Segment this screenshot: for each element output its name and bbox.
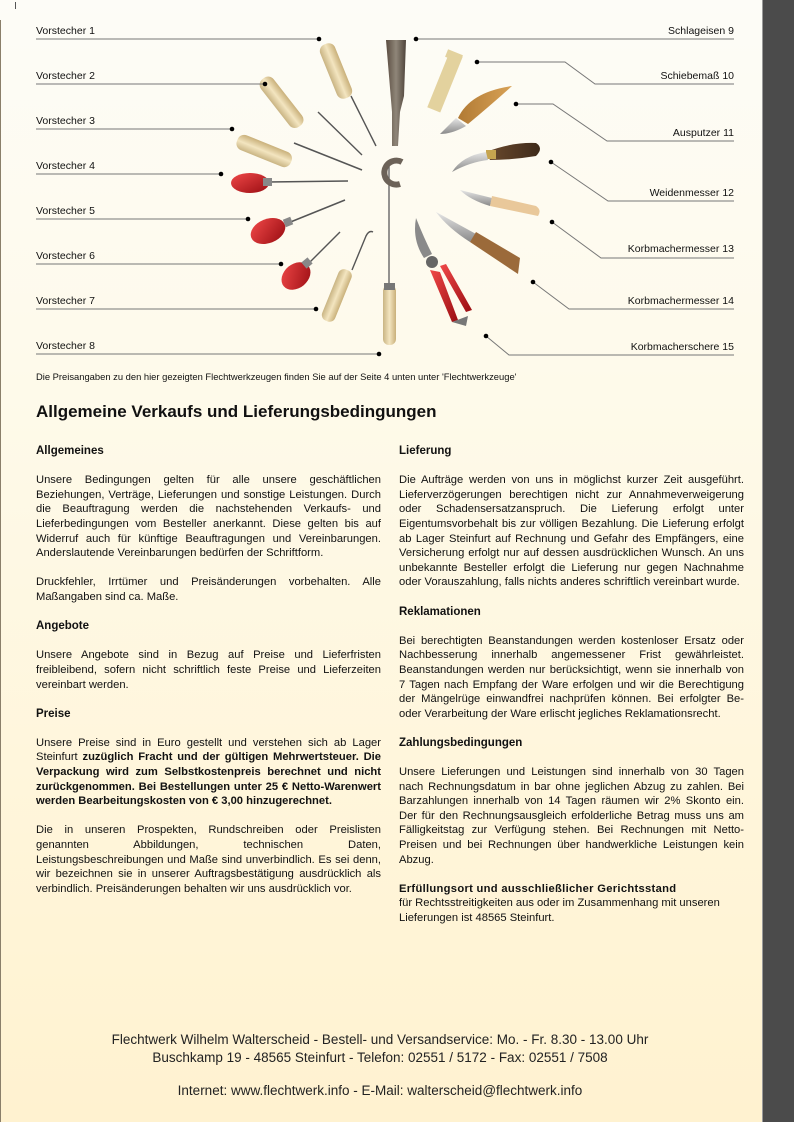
label-korbmachermesser-14: Korbmachermesser 14 (627, 295, 734, 307)
label-vorstecher-8: Vorstecher 8 (36, 340, 95, 352)
label-vorstecher-5: Vorstecher 5 (36, 205, 95, 217)
zahlung-paragraph: Unsere Lieferungen und Leistungen sind innerhalb von 30 Tagen nach Rechnungsdatum in bar ohne jeglichen Abzug zu zahlen. Bei Barzahlungen innerhalb von 14 Tagen räumen wir 2% Skonto ein. Der für den Rechnungsausgleich erfolderliche Betrag muss uns am Fälligkeitstag zur Verfügung stehen. Bei Rechnungen mit Netto-Preisen und bei Rechnungen über handwerkliche Leistungen kein Abzug. (399, 766, 744, 866)
footer-line-address: Buschkamp 19 - 48565 Steinfurt - Telefon: 02551 / 5172 - Fax: 02551 / 7508 (152, 1050, 608, 1065)
label-vorstecher-2: Vorstecher 2 (36, 70, 95, 82)
lieferung-paragraph: Die Aufträge werden von uns in möglichst kurzer Zeit ausgeführt. Lieferverzögerungen berechtigen nicht zur Annahmeverweigerung oder Schadensersatzanspruch. Die Lieferung erfolgt unter Eigentumsvorbehalt bis zur völligen Bezahlung. Die Lieferung erfolgt ab Lager Steinfurt auf Rechnung und Gefahr des Empfängers, eine Versicherung erfolgt nur auf dessen ausdrücklichen Wunsch. An uns unbekannte Besteller erfolgt die Lieferung nur gegen Nachnahme oder Vorauszahlung, falls nichts anderes schriftlich vereinbart wurde. (399, 474, 744, 589)
label-vorstecher-7: Vorstecher 7 (36, 295, 95, 307)
allgemeines-paragraph-2: Druckfehler, Irrtümer und Preisänderungen vorbehalten. Alle Maßangaben sind ca. Maße. (36, 576, 381, 603)
section-heading-allgemeines: Allgemeines (36, 445, 104, 457)
preise-text-normal: Unsere Preise sind in Euro gestellt und verstehen sich ab Lager Steinfurt (36, 736, 381, 764)
allgemeines-paragraph-1: Unsere Bedingungen gelten für alle unsere geschäftlichen Beziehungen, Verträge, Lieferungen und sonstige Leistungen. Durch die Beauftragung werden die nachstehenden Verkaufs- und Lieferbedingungen vom Besteller anerkannt. Diese gelten bis auf Widerruf auch für künftige Beauftragungen und Vereinbarungen. Anderslautende Vereinbarungen bedürfen der Schriftform. (36, 474, 381, 560)
label-vorstecher-1: Vorstecher 1 (36, 25, 95, 37)
gerichtsstand-heading: Erfüllungsort und ausschließlicher Gerichtsstand (399, 882, 677, 895)
section-heading-angebote: Angebote (36, 620, 90, 633)
section-heading-lieferung: Lieferung (399, 445, 452, 457)
footer-internet-label: Internet: (177, 1083, 231, 1098)
label-vorstecher-4: Vorstecher 4 (36, 160, 95, 172)
section-heading-preise: Preise (36, 707, 71, 720)
gerichtsstand-text: für Rechtsstreitigkeiten aus oder im Zusammenhang mit unseren Lieferungen ist 48565 Steinfurt. (399, 897, 720, 924)
price-note: Die Preisangaben zu den hier gezeigten Flechtwerkzeugen finden Sie auf der Seite 4 unten unter 'Flechtwerkzeuge' (36, 371, 517, 382)
label-korbmachermesser-13: Korbmachermesser 13 (627, 243, 734, 255)
footer-email-label: - E-Mail: (349, 1083, 408, 1098)
angebote-paragraph: Unsere Angebote sind in Bezug auf Preise und Lieferfristen freibleibend, sofern nicht schriftlich feste Preise und Lieferzeiten vereinbart werden. (36, 649, 381, 691)
reklamationen-paragraph: Bei berechtigten Beanstandungen werden kostenloser Ersatz oder Nachbesserung innerhalb angemessener Frist gewährleistet. Beanstandungen werden nur berücksichtigt, wenn sie innerhalb von 7 Tagen nach Empfang der Ware erfolgen und wir die Berechtigung der Mängelrüge einwandfrei nachprüfen können. Bei erfolgter Be- oder Verarbeitung der Ware erlischt jegliches Reklamationsrecht. (399, 634, 744, 720)
preise-paragraph-2: Die in unseren Prospekten, Rundschreiben oder Preislisten genannten Abbildungen, technischen Daten, Leistungsbeschreibungen und Maße sind unverbindlich. Es sei denn, wir bezeichnen sie in unserer Auftragsbestätigung ausdrücklich als verbindlich. Preisänderungen behalten wir uns ausdrücklich vor. (36, 824, 381, 895)
label-weidenmesser-12: Weidenmesser 12 (649, 187, 734, 199)
terms-right-column (399, 444, 744, 940)
label-schlageisen-9: Schlageisen 9 (668, 25, 734, 37)
footer-line-company: Flechtwerk Wilhelm Walterscheid - Bestell- und Versandservice: Mo. - Fr. 8.30 - 13.00 Uhr (111, 1032, 649, 1047)
website-link[interactable]: www.flechtwerk.info (230, 1083, 350, 1098)
label-schiebemass-10: Schiebemaß 10 (660, 70, 734, 82)
gerichtsstand-paragraph (399, 882, 744, 926)
label-korbmacherschere-15: Korbmacherschere 15 (630, 341, 734, 353)
section-heading-zahlungsbedingungen: Zahlungsbedingungen (399, 736, 523, 749)
preise-paragraph-1 (36, 736, 381, 809)
footer-line-contact (0, 1083, 760, 1098)
label-vorstecher-6: Vorstecher 6 (36, 250, 95, 262)
side-bar (762, 0, 794, 1122)
terms-left-column (36, 444, 381, 911)
section-heading-reklamationen: Reklamationen (399, 605, 481, 618)
preise-text-bold: zuzüglich Fracht und der gültigen Mehrwertsteuer. Die Verpackung wird zum Selbstkostenpreis berechnet und nicht zurückgenommen. Bei Bestellungen unter 25 € Netto-Warenwert werden Bearbeitungskosten von € 3,00 hinzugerechnet. (36, 751, 382, 808)
page-title: Allgemeine Verkaufs und Lieferungsbedingungen (36, 402, 437, 421)
label-vorstecher-3: Vorstecher 3 (36, 115, 95, 127)
email-link[interactable]: walterscheid@flechtwerk.info (407, 1083, 583, 1098)
label-ausputzer-11: Ausputzer 11 (672, 127, 734, 139)
tools-diagram (0, 0, 760, 360)
